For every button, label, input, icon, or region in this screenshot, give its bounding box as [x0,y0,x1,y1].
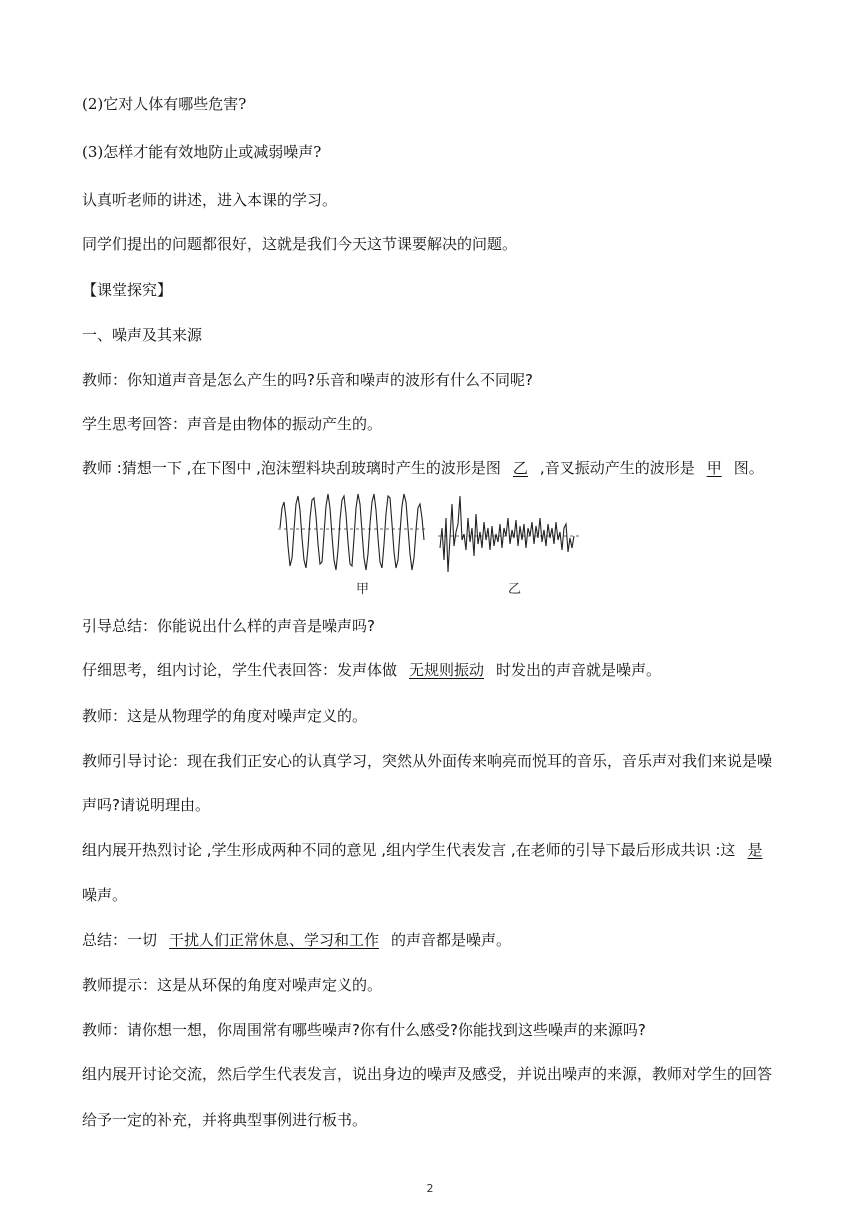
fill-blank-irregular-vibration: 无规则振动 [409,661,485,679]
fill-blank-interfere: 干扰人们正常休息、学习和工作 [169,931,380,949]
group-exchange-line-1: 组内展开讨论交流，然后学生代表发言，说出身边的噪声及感受，并说出噪声的来源，教师对学生的回答 [82,1065,773,1083]
guess-text-b: ,音叉振动产生的波形是 [539,459,695,477]
noise-waveform [440,496,574,572]
section-title-noise-source: 一、噪声及其来源 [82,326,203,344]
definition-text-b: 时发出的声音就是噪声。 [496,661,662,679]
definition-text-a: 仔细思考，组内讨论，学生代表回答：发声体做 [82,661,398,679]
teacher-tip: 教师提示：这是从环保的角度对噪声定义的。 [82,976,383,994]
waveform-figure [276,488,586,596]
paragraph-listen: 认真听老师的讲述，进入本课的学习。 [82,191,338,209]
summary-line [82,930,800,950]
paragraph-good-questions: 同学们提出的问题都很好，这就是我们今天这节课要解决的问题。 [82,235,518,253]
fill-blank-jia: 甲 [706,459,722,477]
waveform-svg [276,488,586,596]
teacher-discussion-line-2: 声吗?请说明理由。 [82,796,210,814]
group-text-a: 组内展开热烈讨论 ,学生形成两种不同的意见 ,组内学生代表发言 ,在老师的引导下最后形成共识 :这 [82,841,736,859]
teacher-think-question: 教师：请你想一想，你周围常有哪些噪声?你有什么感受?你能找到这些噪声的来源吗? [82,1021,646,1039]
figure-label-yi: 乙 [508,582,522,597]
summary-text-a: 总结：一切 [82,931,158,949]
student-answer-vibration: 学生思考回答：声音是由物体的振动产生的。 [82,415,383,433]
question-3: (3)怎样才能有效地防止或减弱噪声? [82,143,322,161]
question-2: (2)它对人体有哪些危害? [82,95,247,113]
group-discussion-end: 噪声。 [82,886,128,904]
teacher-discussion-line-1: 教师引导讨论：现在我们正安心的认真学习，突然从外面传来响亮而悦耳的音乐，音乐声对我们来说是噪 [82,752,773,770]
group-exchange-line-2: 给予一定的补充，并将典型事例进行板书。 [82,1111,368,1129]
guide-summary: 引导总结：你能说出什么样的声音是噪声吗? [82,617,375,635]
group-discussion-line [82,840,800,860]
teacher-guess-line [82,458,800,478]
section-heading-classroom: 【课堂探究】 [82,281,173,299]
student-definition-line [82,660,800,680]
teacher-question-sound: 教师：你知道声音是怎么产生的吗?乐音和噪声的波形有什么不同呢? [82,371,533,389]
fill-blank-yi: 乙 [512,459,528,477]
fill-blank-is: 是 [747,841,763,859]
periodic-waveform [280,494,424,570]
summary-text-b: 的声音都是噪声。 [391,931,512,949]
figure-label-jia: 甲 [356,582,370,597]
guess-text-c: 图。 [733,459,764,477]
page-number: 2 [426,1182,434,1195]
teacher-physics-definition: 教师：这是从物理学的角度对噪声定义的。 [82,707,368,725]
guess-text-a: 教师 :猜想一下 ,在下图中 ,泡沫塑料块刮玻璃时产生的波形是图 [82,459,501,477]
